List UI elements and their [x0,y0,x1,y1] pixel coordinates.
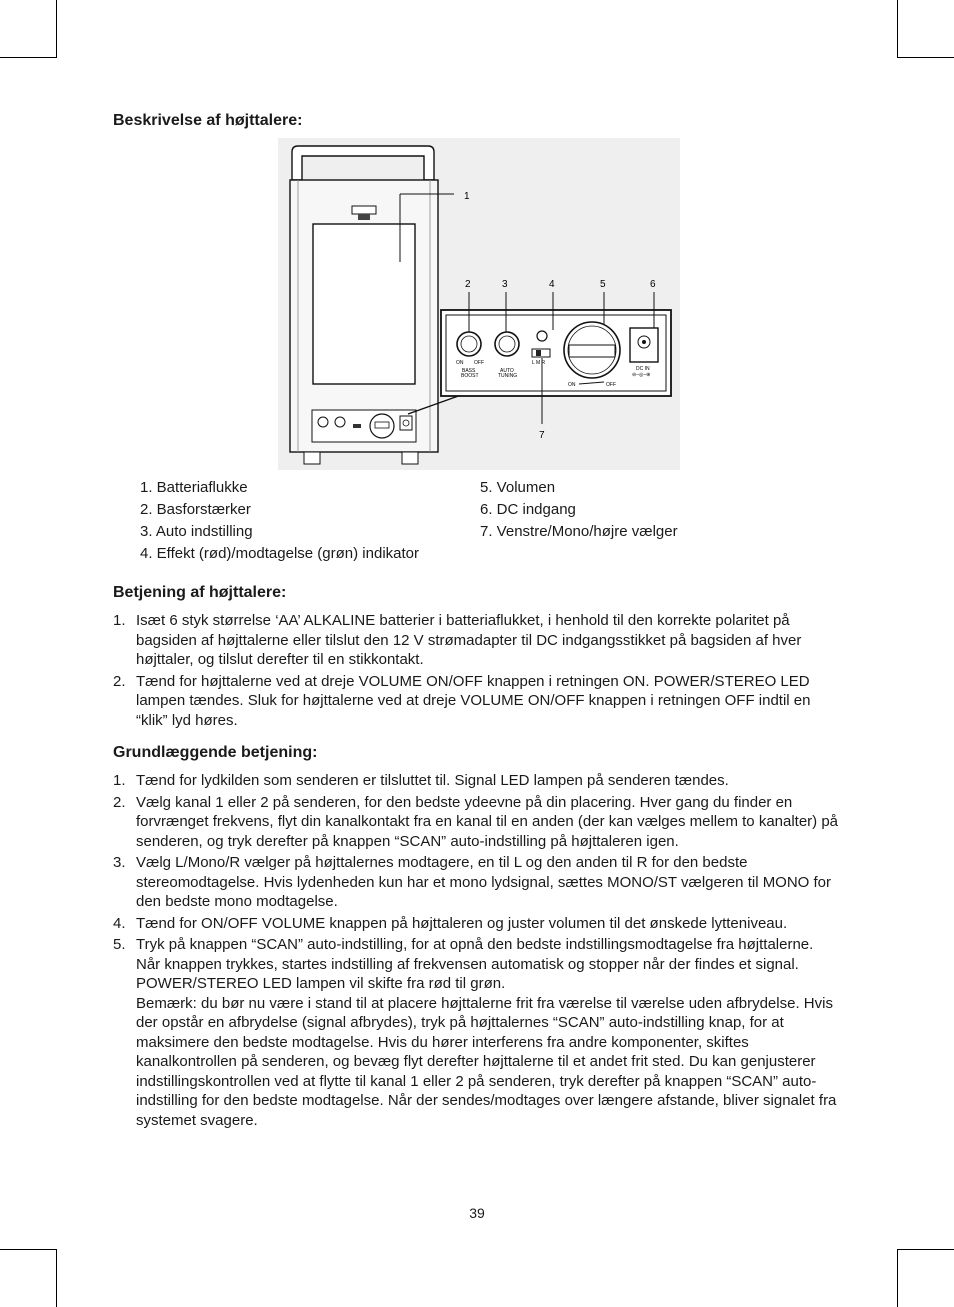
parts-list-right [480,477,678,543]
step-number: 3. [113,854,126,871]
list-item [113,611,839,670]
section-title-description: Beskrivelse af højttalere: [113,112,303,129]
callout-2: 2 [465,279,471,290]
callout-7: 7 [539,430,545,441]
callout-5: 5 [600,279,606,290]
part-item: 4. Effekt (rød)/modtagelse (grøn) indikator [140,545,419,562]
list-item [113,853,839,912]
step-number: 2. [113,672,126,690]
step-note: Bemærk: du bør nu være i stand til at placere højttalerne frit fra værelse til værelse uden afbrydelse. Hvis der opstår en afbrydelse (signal afbrydes), tryk på højttalernes “SCAN” auto-indstilling knap, for at maksimere den bedste modtagelse. Hvis du hører interferens fra andre komponenter, skiftes kanalkontrollen på senderen, og bevæg flyt derefter højttalerne til et andet frit sted. Du kan genjusterer indstillingskontrollen ved at flytte til kanal 1 eller 2 på senderen, tryk derefter på knappen “SCAN” auto-indstilling for den bedste modtagelse. Når der sendes/modtages over længere afstande, bliver signalet fra systemet svagere. [136,994,837,1129]
step-number: 4. [113,914,126,932]
crop-mark [0,1249,57,1250]
basic-operation-steps [113,771,839,1132]
callout-6: 6 [650,279,656,290]
crop-mark [897,57,954,58]
label-bass-boost-2: BOOST [461,373,479,379]
label-dc-in: DC IN [636,366,650,372]
speaker-diagram [278,138,680,470]
step-text: Vælg L/Mono/R vælger på højttalernes modtagere, en til L og den anden til R for den bedste stereomodtagelse. Hvis lydenheden kun har et mono lydsignal, sættes MONO/ST vælgeren til MONO for den bedste mono modtagelse. [136,854,832,910]
list-item [113,771,839,791]
label-on: ON [456,360,464,366]
part-item: 7. Venstre/Mono/højre vælger [480,523,678,540]
operation-steps [113,611,839,732]
list-item [113,793,839,852]
label-lmr: L M R [532,360,546,366]
label-auto-tuning-1: AUTO [500,368,514,374]
callout-3: 3 [502,279,508,290]
section-title-basic-operation: Grundlæggende betjening: [113,744,318,761]
crop-mark [56,0,57,58]
part-item: 2. Basforstærker [140,501,251,518]
callout-4: 4 [549,279,555,290]
dc-polarity-icon: ⊖–◎–⊕ [632,372,651,378]
step-text: Tænd for ON/OFF VOLUME knappen på højttaleren og juster volumen til det ønskede lytteniveau. [136,914,788,932]
list-item [113,914,839,934]
parts-list-left [140,477,419,565]
section-title-operation: Betjening af højttalere: [113,584,287,601]
crop-mark [897,1249,954,1250]
part-item: 6. DC indgang [480,501,576,518]
page-number: 39 [469,1205,485,1221]
label-knob-off: OFF [606,382,616,388]
step-number: 2. [113,793,126,811]
part-item: 3. Auto indstilling [140,523,253,540]
step-text: Tænd for lydkilden som senderen er tilsluttet til. Signal LED lampen på senderen tændes. [136,772,729,789]
step-number: 1. [113,772,126,789]
step-text: Tænd for højttalerne ved at dreje VOLUME ON/OFF knappen i retningen ON. POWER/STEREO LED lampen tændes. Sluk for højttalerne ved at dreje VOLUME ON/OFF knappen i retningen OFF indtil en “klik” lyd høres. [136,672,811,729]
callout-1: 1 [464,191,470,202]
step-number: 1. [113,612,126,629]
step-text: Tryk på knappen “SCAN” auto-indstilling, for at opnå den bedste indstillingsmodtagelse fra højttalerne. Når knappen trykkes, startes indstilling af frekvensen automatisk og stopper når der findes et signal. POWER/STEREO LED lampen vil skifte fra rød til grøn. [136,936,814,992]
crop-mark [897,0,898,58]
label-off: OFF [474,360,484,366]
step-text: Vælg kanal 1 eller 2 på senderen, for den bedste ydeevne på din placering. Hver gang du finder en forvrænget frekvens, flyt din kanalkontakt fra en kanal til en anden (der kan vælges mellem to kanalter) på senderen, og tryk derefter på knappen “SCAN” auto-indstilling på højttaleren igen. [136,793,839,850]
step-number: 5. [113,936,126,953]
label-auto-tuning-2: TUNING [498,373,518,379]
crop-mark [0,57,57,58]
part-item: 1. Batteriaflukke [140,479,248,496]
step-text: Isæt 6 styk størrelse ‘AA’ ALKALINE batterier i batteriaflukket, i henhold til den korrekte polaritet på bagsiden af højttalerne eller tilslut den 12 V strømadapter til DC indgangsstikket på bagsiden af hver højttaler, og tilslut derefter til en stikkontakt. [136,612,802,668]
crop-mark [897,1249,898,1307]
label-bass-boost-1: BASS [462,368,476,374]
list-item [113,672,839,731]
crop-mark [56,1249,57,1307]
list-item [113,935,839,1130]
part-item: 5. Volumen [480,479,556,496]
label-knob-on: ON [568,382,576,388]
